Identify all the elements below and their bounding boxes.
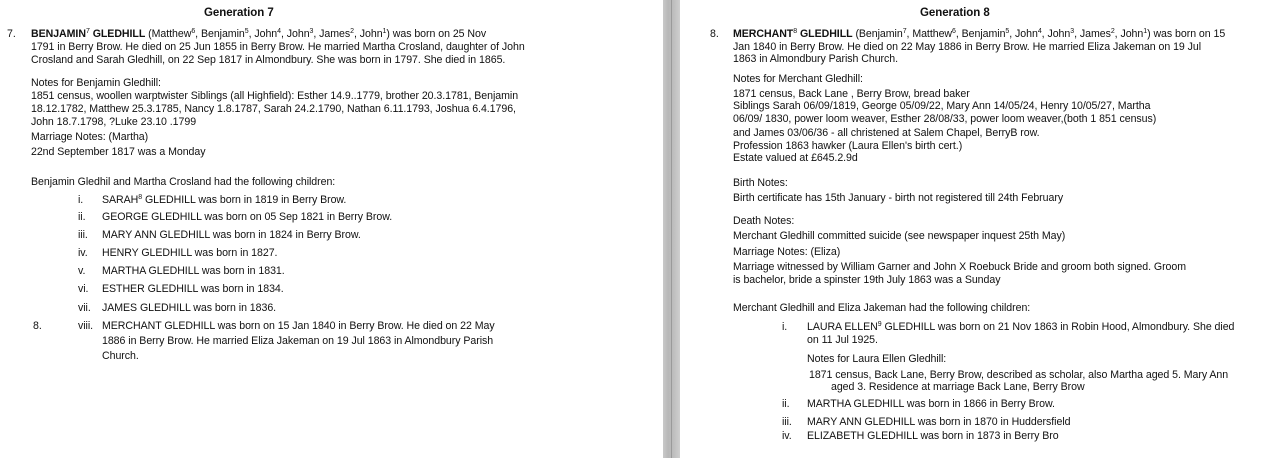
child-entry-cont: Church. xyxy=(102,350,139,362)
child-number: vi. xyxy=(78,283,89,295)
child-number: ii. xyxy=(782,398,790,410)
child-entry: MARTHA GLEDHILL was born in 1831. xyxy=(102,265,285,277)
ancestor-generation: 3 xyxy=(309,28,314,35)
child-ref-number: 8. xyxy=(33,320,42,332)
notes-title: Notes for Benjamin Gledhill: xyxy=(31,77,161,89)
child-number: v. xyxy=(78,265,86,277)
ancestor-name: , Benjamin xyxy=(955,28,1006,40)
ancestor-name: (Matthew xyxy=(145,28,192,40)
children-intro: Benjamin Gledhil and Martha Crosland had the following children: xyxy=(31,176,336,188)
child-entry: ESTHER GLEDHILL was born in 1834. xyxy=(102,283,284,295)
notes-line: Profession 1863 hawker (Laura Ellen's birth cert.) xyxy=(733,140,963,152)
ancestor-generation: 5 xyxy=(244,28,249,35)
children-intro: Merchant Gledhill and Eliza Jakeman had the following children: xyxy=(733,302,1031,314)
child-entry: GEORGE GLEDHILL was born on 05 Sep 1821 in Berry Brow. xyxy=(102,211,393,223)
ancestor-generation: 1 xyxy=(1143,28,1148,35)
notes-line: Siblings Sarah 06/09/1819, George 05/09/22, Mary Ann 14/05/24, Henry 10/05/27, Martha xyxy=(733,100,1151,112)
child-entry-cont: 1886 in Berry Brow. He married Eliza Jakeman on 19 Jul 1863 in Almondbury Parish xyxy=(102,335,494,347)
ancestor-name: , John xyxy=(353,28,383,40)
ancestor-name: (Benjamin xyxy=(852,28,903,40)
generation-heading: Generation 8 xyxy=(920,7,990,19)
birth-notes-line: Birth certificate has 15th January - birth not registered till 24th February xyxy=(733,192,1064,204)
notes-line: 1851 census, woollen warptwister Siblings (all Highfield): Esther 14.9..1779, brother 20.3.1781, Benjamin xyxy=(31,90,519,102)
child-number: i. xyxy=(782,321,788,333)
ancestor-generation: 6 xyxy=(191,28,196,35)
child-notes-title: Notes for Laura Ellen Gledhill: xyxy=(807,353,947,365)
person-name: MERCHANT xyxy=(733,28,794,40)
birth-notes-title: Birth Notes: xyxy=(733,177,788,189)
child-entry: MARTHA GLEDHILL was born in 1866 in Berry Brow. xyxy=(807,398,1055,410)
child-number: ii. xyxy=(78,211,86,223)
child-entry-cont: on 11 Jul 1925. xyxy=(807,334,878,346)
child-notes-line: aged 3. Residence at marriage Back Lane, Berry Brow xyxy=(831,381,1085,393)
ancestor-name: , Matthew xyxy=(906,28,953,40)
person-line-3: Crosland and Sarah Gledhill, on 22 Sep 1817 in Almondbury. She was born in 1797. She died in 1865. xyxy=(31,54,506,66)
ancestor-generation: 6 xyxy=(952,28,956,35)
child-number: iii. xyxy=(78,229,88,241)
page-gutter xyxy=(663,0,680,458)
person-line-2: Jan 1840 in Berry Brow. He died on 22 May 1886 in Berry Brow. He married Eliza Jakeman on 19 Jul xyxy=(733,41,1202,53)
person-name: BENJAMIN xyxy=(31,28,86,40)
ancestor-name: , John xyxy=(1009,28,1038,40)
person-surname: GLEDHILL xyxy=(92,28,146,40)
generation-heading: Generation 7 xyxy=(204,7,274,19)
ancestor-generation: 5 xyxy=(1005,28,1010,35)
right-page xyxy=(680,0,1285,458)
death-notes-title: Death Notes: xyxy=(733,215,795,227)
person-line-2: 1791 in Berry Brow. He died on 25 Jun 1855 in Berry Brow. He married Martha Crosland, daughter of John xyxy=(31,41,525,53)
ancestry xyxy=(853,28,1148,40)
child-number: vii. xyxy=(78,302,91,314)
notes-line: 1871 census, Back Lane , Berry Brow, bread baker xyxy=(733,88,970,100)
person-number: 8. xyxy=(710,28,719,40)
ancestor-generation: 2 xyxy=(1110,28,1115,35)
child-number: iv. xyxy=(78,247,88,259)
ancestor-generation: 4 xyxy=(1037,28,1042,35)
child-entry: JAMES GLEDHILL was born in 1836. xyxy=(102,302,277,314)
child-number: iii. xyxy=(782,416,792,428)
child-entry: HENRY GLEDHILL was born in 1827. xyxy=(102,247,278,259)
death-notes-line: Merchant Gledhill committed suicide (see newspaper inquest 25th May) xyxy=(733,230,1066,242)
ancestor-name: , James xyxy=(313,28,351,40)
child-number: i. xyxy=(78,194,84,206)
child-number: iv. xyxy=(782,430,792,442)
person-number: 7. xyxy=(7,28,16,40)
notes-line: John 18.7.1798, ?Luke 23.10 .1799 xyxy=(31,116,197,128)
ancestor-generation: 7 xyxy=(902,28,907,35)
notes-line: Estate valued at £645.2.9d xyxy=(733,152,858,164)
ancestor-name: , James xyxy=(1074,28,1111,40)
child-entry: MARY ANN GLEDHILL was born in 1870 in Huddersfield xyxy=(807,416,1071,428)
ancestry xyxy=(145,28,386,40)
marriage-notes-line: Marriage witnessed by William Garner and John X Roebuck Bride and groom both signed. Groom xyxy=(733,261,1187,273)
marriage-notes-title: Marriage Notes: (Eliza) xyxy=(733,246,841,258)
ancestor-name: , John xyxy=(248,28,278,40)
ancestor-generation: 2 xyxy=(350,28,354,35)
ancestor-name: , John xyxy=(280,28,310,40)
marriage-notes-line: is bachelor, bride a spinster 19th July 1863 was a Sunday xyxy=(733,274,1001,286)
child-entry: MERCHANT GLEDHILL was born on 15 Jan 1840 in Berry Brow. He died on 22 May xyxy=(102,320,495,332)
ancestor-name: , Benjamin xyxy=(195,28,245,40)
person-surname: GLEDHILL xyxy=(799,28,853,40)
ancestor-generation: 1 xyxy=(382,28,387,35)
child-entry: SARAH$^8$ GLEDHILL was born in 1819 in Berry Brow. xyxy=(102,194,347,206)
person-header-line: BENJAMIN$^7$ GLEDHILL (Matthew$^6$, Benjamin$^5$, John$^4$, John$^3$, James$^2$, John$^1$) was born on 25 Nov xyxy=(31,28,487,40)
notes-line: 06/09/ 1830, power loom weaver, Esther 28/08/33, power loom weaver,(both 1 851 census) xyxy=(733,113,1157,125)
person-line-3: 1863 in Almondbury Parish Church. xyxy=(733,53,898,65)
ancestor-name: , John xyxy=(1114,28,1144,40)
child-entry: LAURA ELLEN$^9$ GLEDHILL was born on 21 Nov 1863 in Robin Hood, Almondbury. She died xyxy=(807,321,1235,333)
marriage-notes-line: 22nd September 1817 was a Monday xyxy=(31,146,206,158)
notes-line: and James 03/06/36 - all christened at Salem Chapel, BerryB row. xyxy=(733,127,1040,139)
ancestor-generation: 4 xyxy=(277,28,281,35)
ancestor-generation: 3 xyxy=(1070,28,1075,35)
person-header-line: MERCHANT$^8$ GLEDHILL (Benjamin$^7$, Matthew$^6$, Benjamin$^5$, John$^4$, John$^3$, James$^2$, John$^1$) was born on 15 xyxy=(733,28,1226,40)
ancestor-name: , John xyxy=(1041,28,1071,40)
notes-title: Notes for Merchant Gledhill: xyxy=(733,73,863,85)
child-notes-line: 1871 census, Back Lane, Berry Brow, described as scholar, also Martha aged 5. Mary Ann xyxy=(809,369,1229,381)
child-entry: MARY ANN GLEDHILL was born in 1824 in Berry Brow. xyxy=(102,229,361,241)
child-number: viii. xyxy=(78,320,94,332)
marriage-notes-title: Marriage Notes: (Martha) xyxy=(31,131,149,143)
notes-line: 18.12.1782, Matthew 25.3.1785, Nancy 1.8.1787, Sarah 24.2.1790, Nathan 6.11.1793, Joshua 6.4.1796, xyxy=(31,103,516,115)
child-entry: ELIZABETH GLEDHILL was born in 1873 in Berry Bro xyxy=(807,430,1059,442)
